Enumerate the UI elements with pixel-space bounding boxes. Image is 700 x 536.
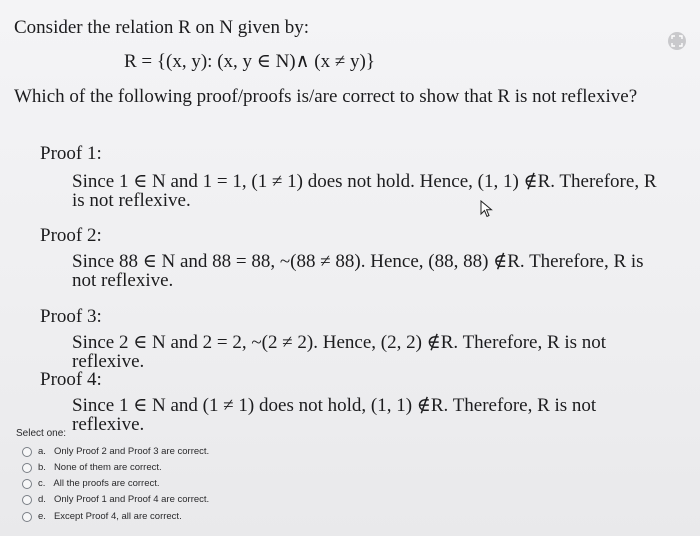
radio-button[interactable] xyxy=(22,463,32,473)
proof-1-body: Since 1 ∈ N and 1 = 1, (1 ≠ 1) does not hold. Hence, (1, 1) ∉R. Therefore, R is not reflexive. xyxy=(72,171,657,211)
answer-option-a[interactable] xyxy=(22,446,209,457)
radio-button[interactable] xyxy=(22,512,32,522)
radio-button[interactable] xyxy=(22,447,32,457)
option-letter: a. xyxy=(38,446,46,457)
answer-option-b[interactable] xyxy=(22,462,162,473)
option-text: Only Proof 2 and Proof 3 are correct. xyxy=(53,446,210,457)
option-text: All the proofs are correct. xyxy=(53,478,160,489)
question-intro: Consider the relation R on N given by: xyxy=(14,17,309,38)
proof-3-body: Since 2 ∈ N and 2 = 2, ~(2 ≠ 2). Hence, (2, 2) ∉R. Therefore, R is not reflexive. xyxy=(72,332,607,372)
proof-2-title: Proof 2: xyxy=(40,225,102,246)
option-letter: c. xyxy=(38,478,46,489)
answer-option-c[interactable] xyxy=(22,478,160,489)
mouse-cursor-icon xyxy=(480,200,494,218)
expand-icon[interactable] xyxy=(668,32,686,50)
relation-definition: R = {(x, y): (x, y ∈ N)∧ (x ≠ y)} xyxy=(124,51,375,72)
proof-3-title: Proof 3: xyxy=(40,306,102,327)
question-text: Which of the following proof/proofs is/are correct to show that R is not reflexive? xyxy=(14,86,638,107)
option-text: Only Proof 1 and Proof 4 are correct. xyxy=(53,494,210,505)
answer-option-e[interactable] xyxy=(22,511,182,522)
option-letter: d. xyxy=(38,494,46,505)
expand-icon-glyph xyxy=(671,35,683,47)
select-one-label: Select one: xyxy=(16,428,67,439)
proof-4-body: Since 1 ∈ N and (1 ≠ 1) does not hold, (1, 1) ∉R. Therefore, R is not reflexive. xyxy=(72,395,597,435)
proof-4-title: Proof 4: xyxy=(40,369,102,390)
option-text: Except Proof 4, all are correct. xyxy=(53,511,182,522)
option-text: None of them are correct. xyxy=(53,462,162,473)
answer-option-d[interactable] xyxy=(22,494,209,505)
proof-2-body: Since 88 ∈ N and 88 = 88, ~(88 ≠ 88). Hence, (88, 88) ∉R. Therefore, R is not reflexive. xyxy=(72,251,644,291)
proof-1-title: Proof 1: xyxy=(40,143,102,164)
radio-button[interactable] xyxy=(22,495,32,505)
option-letter: b. xyxy=(38,462,46,473)
radio-button[interactable] xyxy=(22,479,32,489)
option-letter: e. xyxy=(38,511,46,522)
